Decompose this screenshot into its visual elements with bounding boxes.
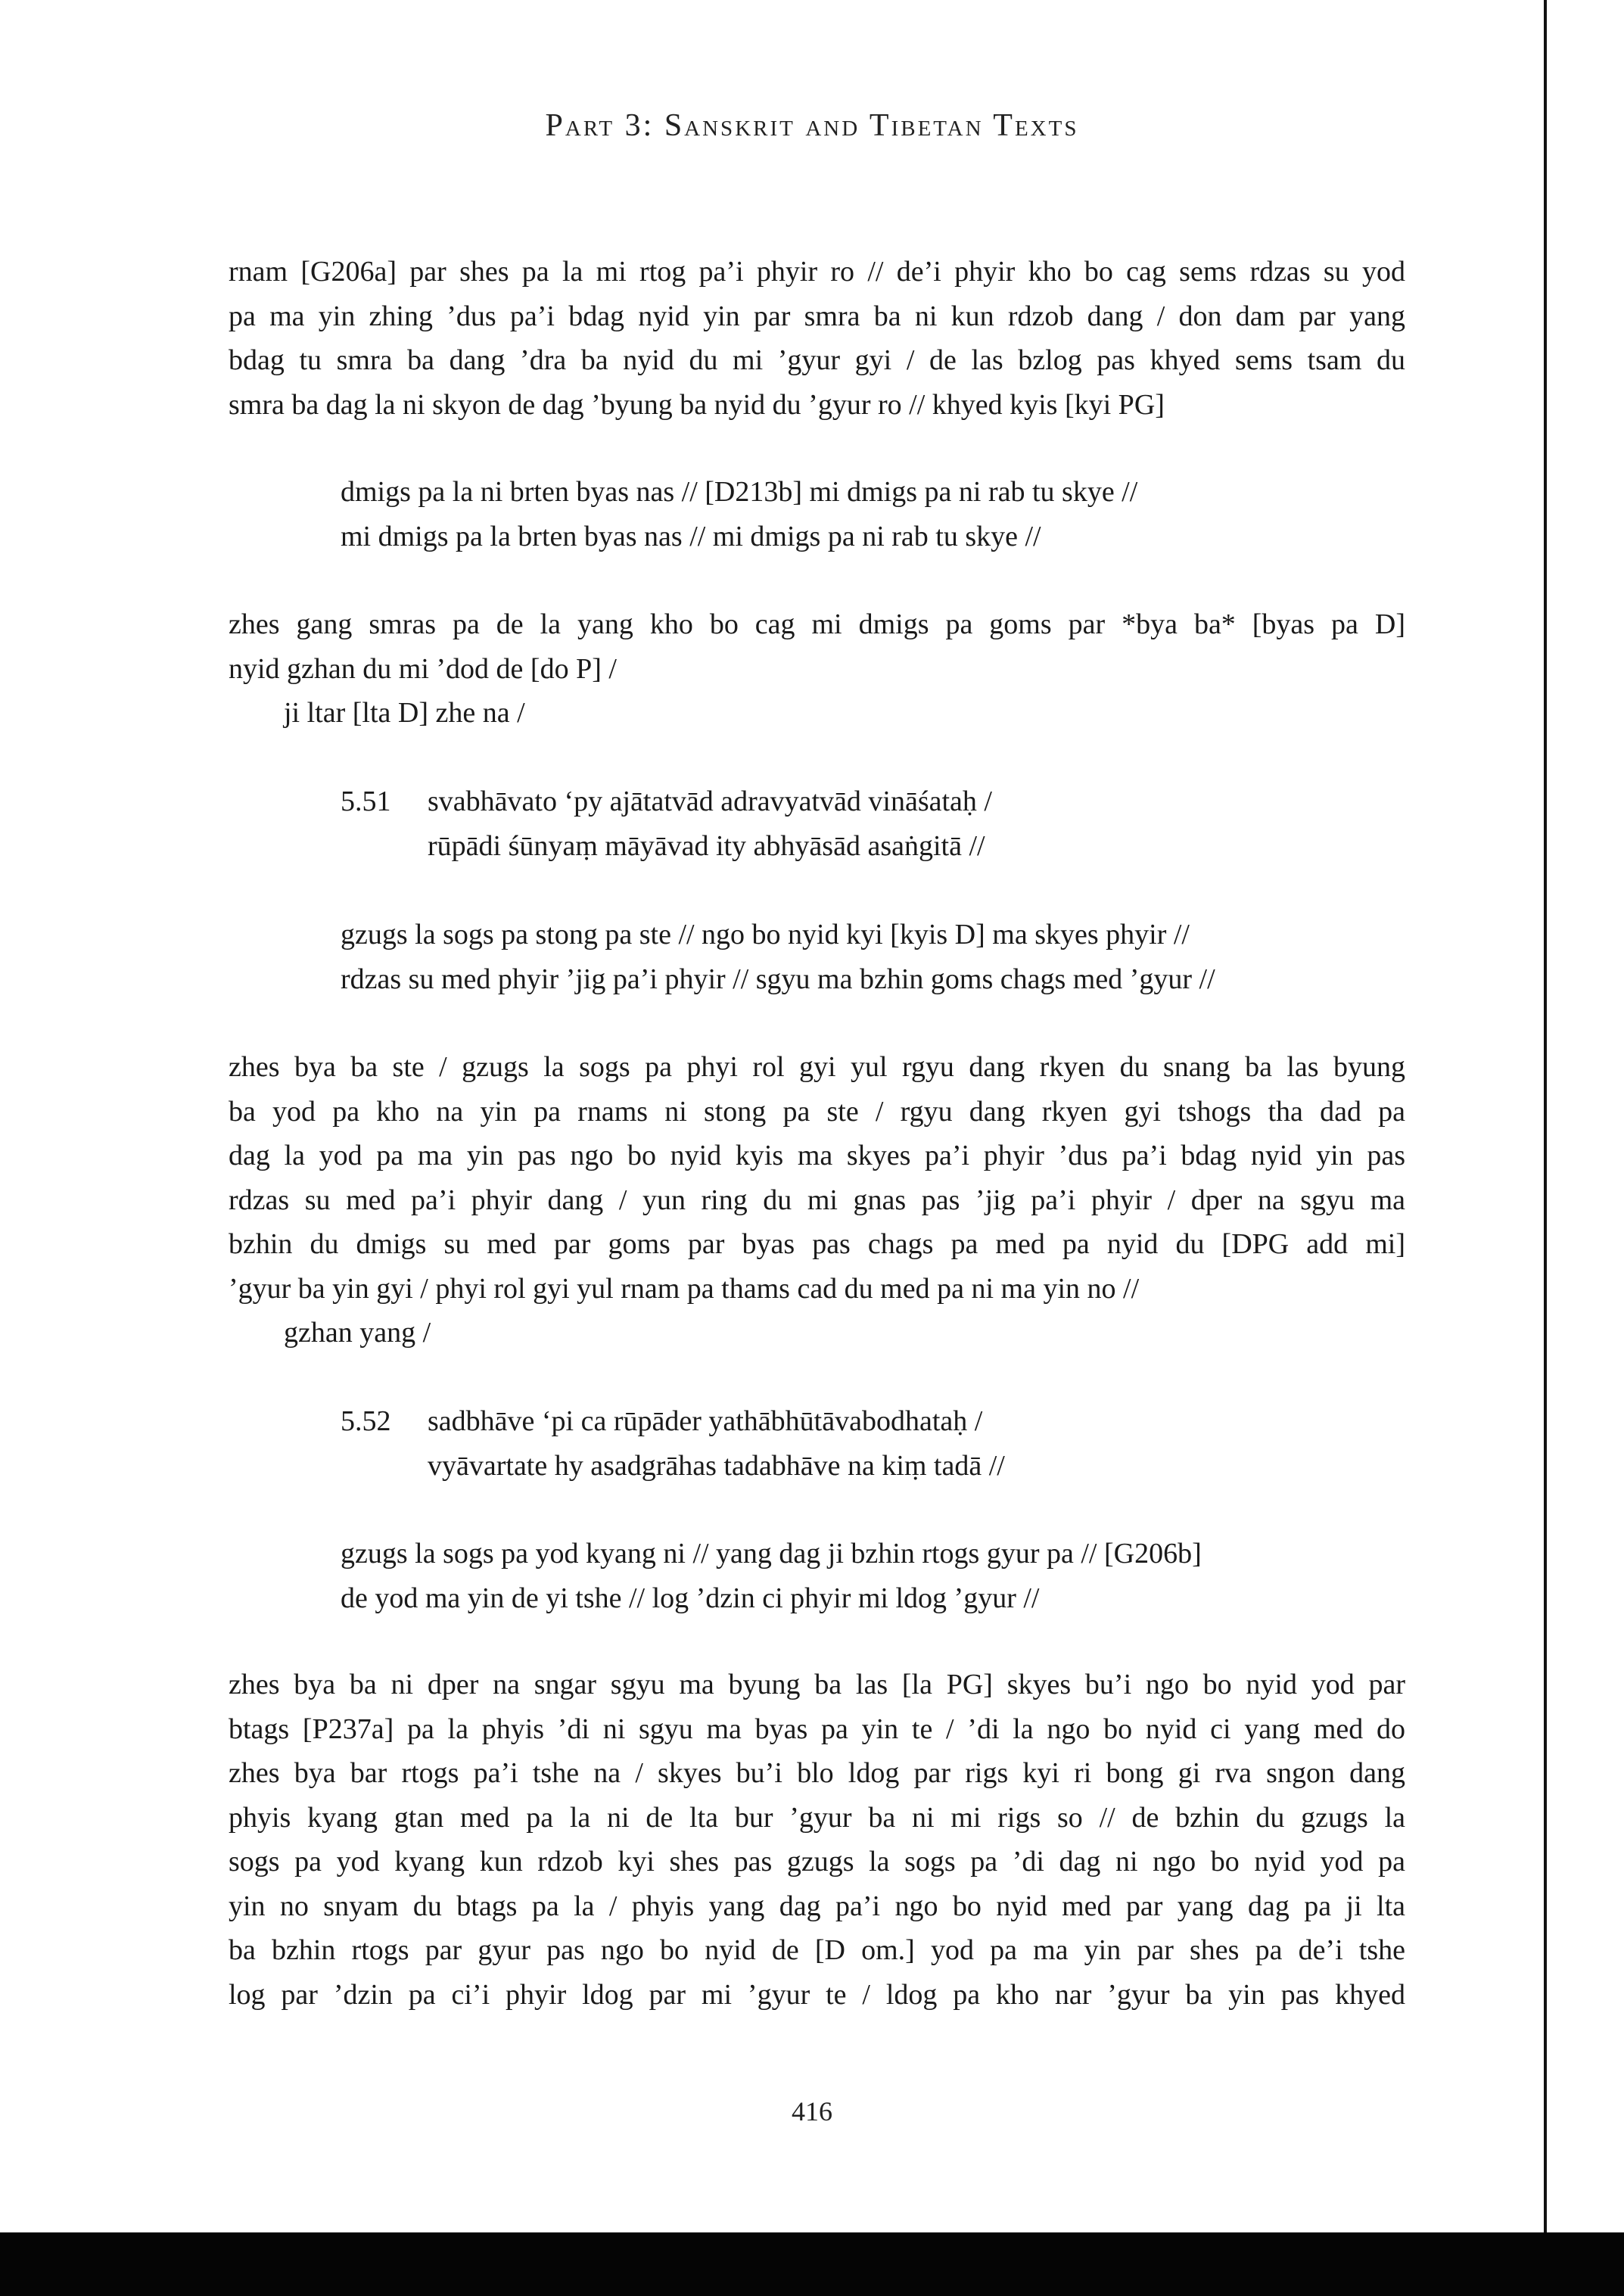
page-edge-line: [1544, 0, 1547, 2232]
text-line: bzhin du dmigs su med par goms par byas pas chags pa med pa nyid du [DPG add mi]: [229, 1228, 1405, 1260]
verse-sanskrit-5-51: [341, 779, 992, 868]
text-line: phyis kyang gtan med pa la ni de lta bur ’gyur ba ni mi rigs so // de bzhin du gzugs la: [229, 1801, 1405, 1834]
verse-line: gzugs la sogs pa yod kyang ni // yang dag ji bzhin rtogs gyur pa // [G206b]: [341, 1538, 1202, 1570]
text-line: zhes bya ba ni dper na sngar sgyu ma byung ba las [la PG] skyes bu’i ngo bo nyid yod par: [229, 1669, 1405, 1700]
verse-number: 5.51: [341, 786, 391, 817]
text-line: pa ma yin zhing ’dus pa’i bdag nyid yin par smra ba ni kun rdzob dang / don dam par yang: [229, 300, 1405, 332]
paragraph-2: [229, 602, 1405, 691]
verse-line: de yod ma yin de yi tshe // log ’dzin ci phyir mi ldog ’gyur //: [341, 1582, 1040, 1614]
verse-line: svabhāvato ‘py ajātatvād adravyatvād vināśataḥ /: [428, 786, 992, 817]
paragraph-3: [229, 1045, 1405, 1311]
verse-line: vyāvartate hy asadgrāhas tadabhāve na kiṃ tadā //: [428, 1449, 1005, 1482]
text-line: btags [P237a] pa la phyis ’di ni sgyu ma byas pa yin te / ’di la ngo bo nyid ci yang med do: [229, 1713, 1405, 1745]
scan-border-bottom: [0, 2232, 1624, 2296]
paragraph-2-continuation: [284, 691, 525, 736]
text-line: sogs pa yod kyang kun rdzob kyi shes pas gzugs la sogs pa ’di dag ni ngo bo nyid yod pa: [229, 1846, 1405, 1878]
text-line: nyid gzhan du mi ’dod de [do P] /: [229, 652, 617, 685]
text-line: zhes bya ba ste / gzugs la sogs pa phyi rol gyi yul rgyu dang rkyen du snang ba las byung: [229, 1051, 1405, 1083]
text-line: ba bzhin rtogs par gyur pas ngo bo nyid de [D om.] yod pa ma yin par shes pa de’i tshe: [229, 1934, 1405, 1966]
verse-tibetan-2: [341, 913, 1215, 1001]
verse-line: rdzas su med phyir ’jig pa’i phyir // sgyu ma bzhin goms chags med ’gyur //: [341, 963, 1215, 995]
verse-tibetan-3: [341, 1532, 1202, 1620]
verse-line: dmigs pa la ni brten byas nas // [D213b] mi dmigs pa ni rab tu skye //: [341, 476, 1138, 508]
text-line: gzhan yang /: [284, 1317, 431, 1349]
verse-line: rūpādi śūnyaṃ māyāvad ity abhyāsād asaṅgitā //: [428, 829, 985, 862]
text-line: zhes bya bar rtogs pa’i tshe na / skyes bu’i blo ldog par rigs kyi ri bong gi rva sngon dang: [229, 1757, 1405, 1789]
verse-sanskrit-5-52: [341, 1399, 1005, 1488]
verse-tibetan-1: [341, 470, 1137, 558]
paragraph-3-continuation: [284, 1311, 431, 1355]
text-line: rnam [G206a] par shes pa la mi rtog pa’i phyir ro // de’i phyir kho bo cag sems rdzas su yod: [229, 256, 1405, 288]
text-line: rdzas su med pa’i phyir dang / yun ring du mi gnas pas ’jig pa’i phyir / dper na sgyu ma: [229, 1184, 1405, 1216]
paragraph-4: [229, 1663, 1405, 2017]
text-line: smra ba dag la ni skyon de dag ’byung ba nyid du ’gyur ro // khyed kyis [kyi PG]: [229, 388, 1165, 421]
text-line: ji ltar [lta D] zhe na /: [284, 697, 525, 729]
verse-line: sadbhāve ‘pi ca rūpāder yathābhūtāvabodhataḥ /: [428, 1405, 983, 1437]
page-number: 416: [792, 2096, 832, 2126]
verse-line: gzugs la sogs pa stong pa ste // ngo bo nyid kyi [kyis D] ma skyes phyir //: [341, 919, 1190, 950]
text-line: bdag tu smra ba dang ’dra ba nyid du mi ’gyur gyi / de las bzlog pas khyed sems tsam du: [229, 344, 1405, 376]
paragraph-1: [229, 250, 1405, 427]
verse-line: mi dmigs pa la brten byas nas // mi dmigs pa ni rab tu skye //: [341, 520, 1041, 552]
text-line: ’gyur ba yin gyi / phyi rol gyi yul rnam pa thams cad du med pa ni ma yin no //: [229, 1272, 1140, 1305]
text-line: ba yod pa kho na yin pa rnams ni stong pa ste / rgyu dang rkyen gyi tshogs tha dad pa: [229, 1095, 1405, 1128]
running-head: Part 3: Sanskrit and Tibetan Texts: [545, 108, 1079, 143]
verse-number: 5.52: [341, 1405, 391, 1437]
text-line: yin no snyam du btags pa la / phyis yang dag pa’i ngo bo nyid med par yang dag pa ji lta: [229, 1890, 1405, 1922]
text-line: zhes gang smras pa de la yang kho bo cag mi dmigs pa goms par *bya ba* [byas pa D]: [229, 608, 1405, 640]
text-line: dag la yod pa ma yin pas ngo bo nyid kyis ma skyes pa’i phyir ’dus pa’i bdag nyid yin pas: [229, 1140, 1405, 1171]
text-line: log par ’dzin pa ci’i phyir ldog par mi ’gyur te / ldog pa kho nar ’gyur ba yin pas khyed: [229, 1978, 1405, 2011]
